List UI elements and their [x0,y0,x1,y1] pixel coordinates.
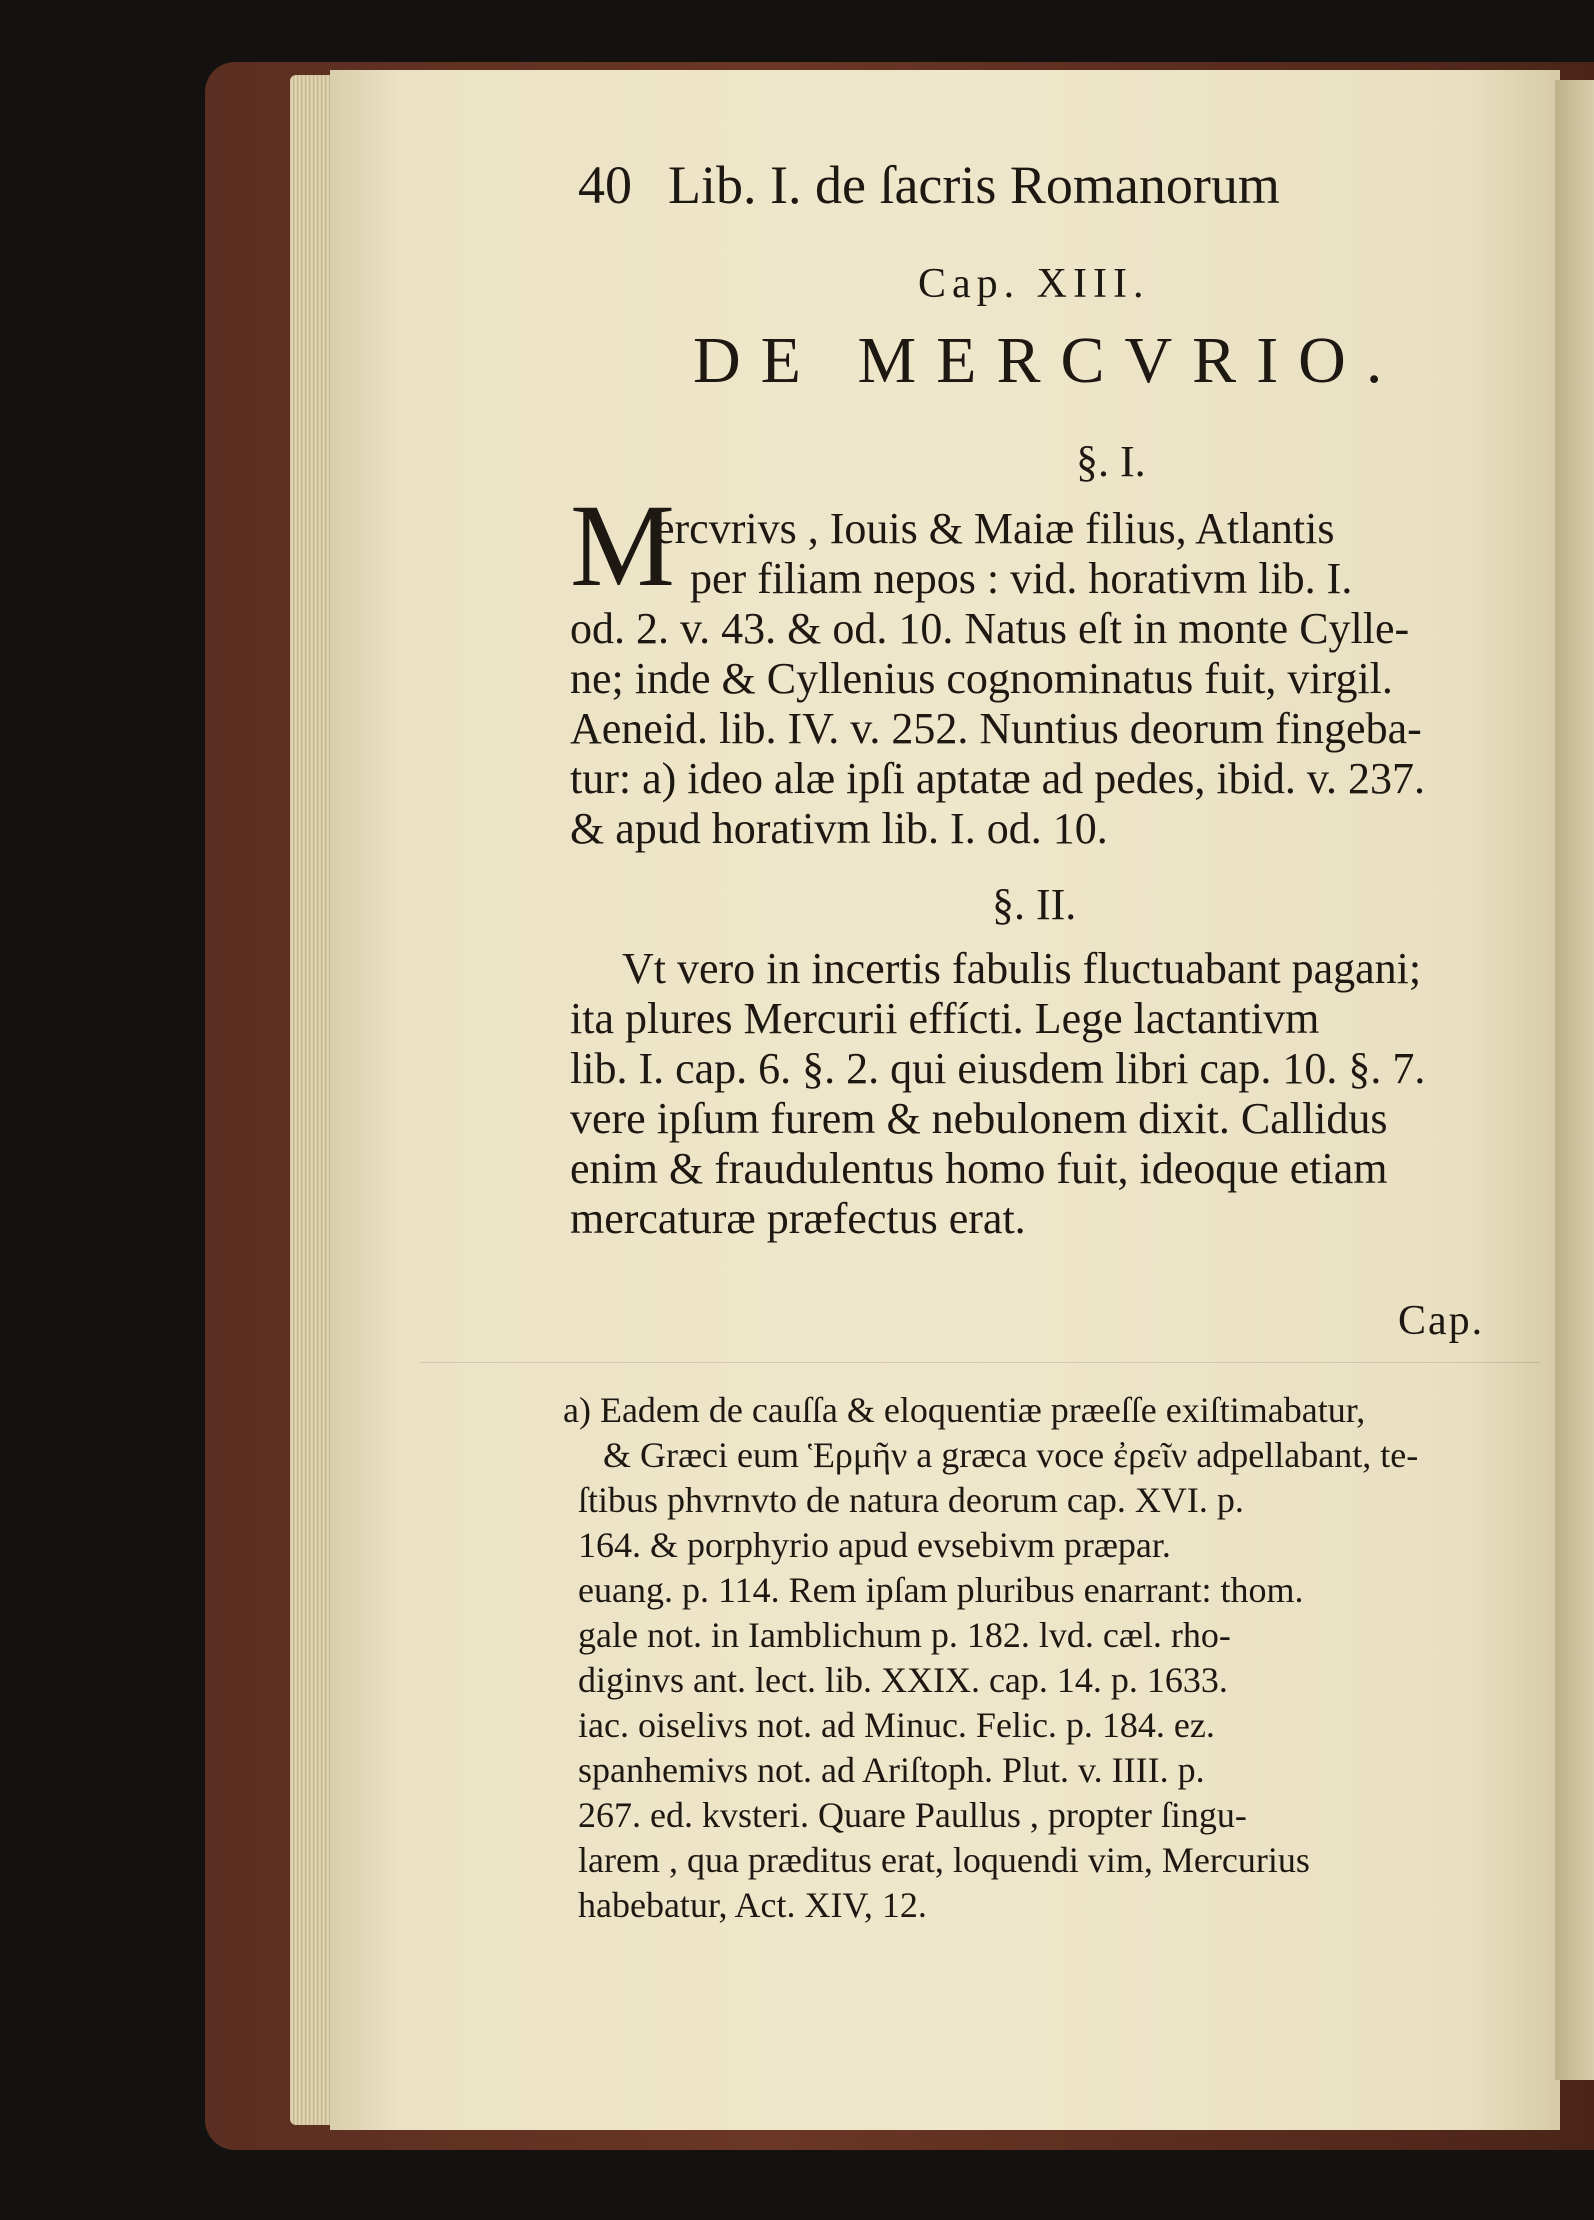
section-1-line: ercvrivs , Iouis & Maiæ filius, Atlantis [655,504,1335,553]
footnote-line: habebatur, Act. XIV, 12. [578,1885,927,1925]
section-2-line: ita plures Mercurii effícti. Lege lactantivm [570,994,1320,1043]
section-heading-1: §. I. [1076,437,1146,486]
section-2-line: Vt vero in incertis fabulis fluctuabant pagani; [622,944,1422,993]
footnote-line: spanhemivs not. ad Ariſtoph. Plut. v. IIII. p. [578,1750,1205,1790]
footnote-line: euang. p. 114. Rem ipſam pluribus enarrant: thom. [578,1570,1304,1610]
footnote-line: diginvs ant. lect. lib. XXIX. cap. 14. p. 1633. [578,1660,1228,1700]
section-1-line: per filiam nepos : vid. horativm lib. I. [690,554,1353,603]
section-heading-2: §. II. [992,880,1077,929]
drop-cap: M [570,480,675,611]
section-1-line: ne; inde & Cyllenius cognominatus fuit, virgil. [570,654,1393,703]
section-2-line: lib. I. cap. 6. §. 2. qui eiusdem libri cap. 10. §. 7. [570,1044,1426,1093]
footnote-line: 164. & porphyrio apud evsebivm præpar. [578,1525,1171,1565]
section-1-line: Aeneid. lib. IV. v. 252. Nuntius deorum fingeba- [570,704,1422,753]
section-1-line: & apud horativm lib. I. od. 10. [570,804,1108,853]
section-2-line: mercaturæ præfectus erat. [570,1194,1026,1243]
footnote-line: iac. oiselivs not. ad Minuc. Felic. p. 184. ez. [578,1705,1215,1745]
footnote-line: larem , qua præditus erat, loquendi vim, Mercurius [578,1840,1310,1880]
footnote-line: & Græci eum Ἑρμῆν a græca voce ἐρεῖν adpellabant, te- [603,1435,1419,1475]
footnote-line: gale not. in Iamblichum p. 182. lvd. cæl. rho- [578,1615,1231,1655]
section-1-line: od. 2. v. 43. & od. 10. Natus eſt in monte Cylle- [570,604,1410,653]
section-2-line: enim & fraudulentus homo fuit, ideoque etiam [570,1144,1388,1193]
footnote-divider [420,1362,1540,1363]
chapter-number: Cap. XIII. [918,261,1150,307]
footnote-line: a) Eadem de cauſſa & eloquentiæ præeſſe exiſtimabatur, [563,1390,1366,1430]
chapter-title: DE MERCVRIO. [693,324,1403,397]
footnote-line: ſtibus phvrnvto de natura deorum cap. XVI. p. [578,1480,1244,1520]
page-number: 40 [578,155,632,215]
footnote-line: 267. ed. kvsteri. Quare Paullus , propter ſingu- [578,1795,1247,1835]
section-2-line: vere ipſum furem & nebulonem dixit. Callidus [570,1094,1388,1143]
section-1-line: tur: a) ideo alæ ipſi aptatæ ad pedes, ibid. v. 237. [570,754,1425,803]
running-head-title: Lib. I. de ſacris Romanorum [668,155,1280,215]
catchword: Cap. [1398,1298,1485,1344]
running-head [578,155,1280,215]
